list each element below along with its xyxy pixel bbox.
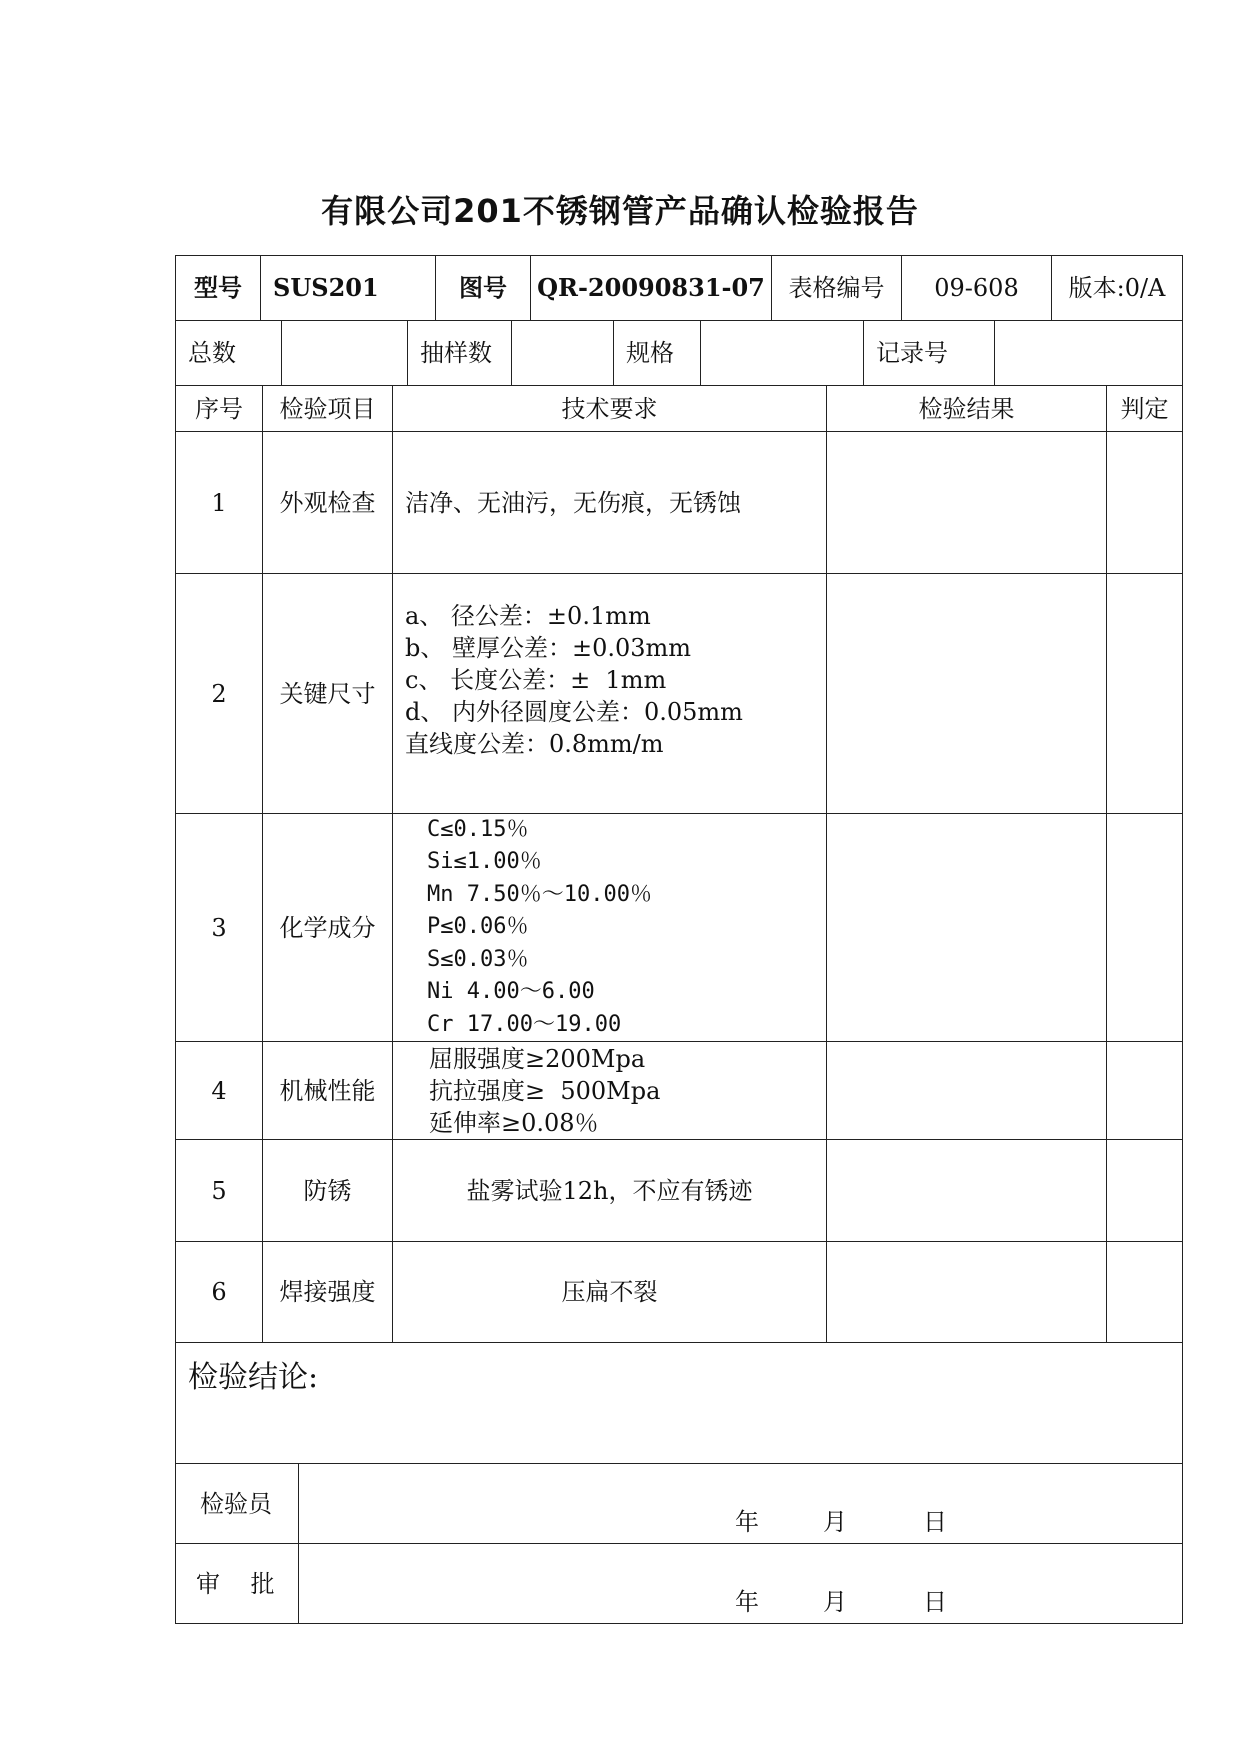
requirement-line: 抗拉强度≥ 500Mpa bbox=[429, 1076, 661, 1105]
row-5-judgement bbox=[1106, 1139, 1183, 1242]
requirement-line: a、 径公差：±0.1mm bbox=[405, 602, 651, 630]
requirement-line: 直线度公差：0.8mm/m bbox=[405, 730, 664, 758]
row-3-result bbox=[826, 813, 1107, 1042]
inspector-label: 检验员 bbox=[175, 1463, 299, 1544]
month-label: 月 bbox=[823, 1588, 847, 1616]
total-label: 总数 bbox=[175, 320, 282, 386]
row-3-judgement bbox=[1106, 813, 1183, 1042]
row-2-seq: 2 bbox=[175, 573, 263, 814]
requirement-line: 压扁不裂 bbox=[561, 1278, 658, 1306]
requirement-line: Ni 4.00～6.00 bbox=[427, 979, 595, 1005]
year-label: 年 bbox=[735, 1508, 759, 1536]
row-4-seq: 4 bbox=[175, 1041, 263, 1140]
row-6-result bbox=[826, 1241, 1107, 1343]
requirement-line: S≤0.03％ bbox=[427, 946, 529, 972]
row-6-requirement bbox=[392, 1241, 827, 1343]
row-4-requirement bbox=[392, 1041, 827, 1140]
drawing-value: QR-20090831-07 bbox=[530, 255, 772, 321]
document-title: 有限公司201不锈钢管产品确认检验报告 bbox=[321, 192, 919, 230]
row-4-judgement bbox=[1106, 1041, 1183, 1140]
model-value: SUS201 bbox=[260, 255, 436, 321]
row-3-item: 化学成分 bbox=[262, 813, 393, 1042]
day-label: 日 bbox=[923, 1588, 947, 1616]
conclusion-cell bbox=[175, 1342, 1183, 1464]
row-4-item: 机械性能 bbox=[262, 1041, 393, 1140]
row-2-judgement bbox=[1106, 573, 1183, 814]
approval-date bbox=[735, 1582, 947, 1617]
requirement-line: C≤0.15％ bbox=[427, 816, 529, 842]
sample-value bbox=[511, 320, 614, 386]
column-header-item: 检验项目 bbox=[262, 385, 393, 432]
record-value bbox=[994, 320, 1183, 386]
row-2-requirement bbox=[392, 573, 827, 814]
approval-label-text: 审 批 bbox=[196, 1569, 275, 1598]
requirement-line: c、 长度公差：± 1mm bbox=[405, 666, 667, 694]
requirement-line: d、 内外径圆度公差：0.05mm bbox=[405, 698, 743, 726]
requirement-line: 屈服强度≥200Mpa bbox=[429, 1044, 646, 1073]
record-label: 记录号 bbox=[863, 320, 995, 386]
row-5-seq: 5 bbox=[175, 1139, 263, 1242]
row-6-item: 焊接强度 bbox=[262, 1241, 393, 1343]
drawing-label: 图号 bbox=[435, 255, 531, 321]
form-no-value: 09-608 bbox=[901, 255, 1052, 321]
month-label: 月 bbox=[823, 1508, 847, 1536]
row-5-result bbox=[826, 1139, 1107, 1242]
sample-label: 抽样数 bbox=[407, 320, 512, 386]
approval-label bbox=[175, 1543, 299, 1624]
row-3-requirement bbox=[392, 813, 827, 1042]
version-cell: 版本:0/A bbox=[1051, 255, 1183, 321]
requirement-line: b、 壁厚公差：±0.03mm bbox=[405, 634, 692, 662]
spec-value bbox=[700, 320, 864, 386]
column-header-seq: 序号 bbox=[175, 385, 263, 432]
conclusion-label: 检验结论: bbox=[188, 1360, 319, 1395]
row-6-judgement bbox=[1106, 1241, 1183, 1343]
row-1-judgement bbox=[1106, 431, 1183, 574]
requirement-line: 洁净、无油污，无伤痕，无锈蚀 bbox=[405, 488, 741, 517]
year-label: 年 bbox=[735, 1588, 759, 1616]
row-3-seq: 3 bbox=[175, 813, 263, 1042]
requirement-line: 延伸率≥0.08％ bbox=[429, 1108, 599, 1137]
day-label: 日 bbox=[923, 1508, 947, 1536]
inspector-date bbox=[735, 1502, 947, 1537]
requirement-line: Mn 7.50％～10.00％ bbox=[427, 881, 652, 907]
row-1-result bbox=[826, 431, 1107, 574]
column-header-result: 检验结果 bbox=[826, 385, 1107, 432]
model-label: 型号 bbox=[175, 255, 261, 321]
row-2-item: 关键尺寸 bbox=[262, 573, 393, 814]
column-header-judgement: 判定 bbox=[1106, 385, 1183, 432]
requirement-line: Si≤1.00％ bbox=[427, 849, 542, 875]
row-1-requirement bbox=[392, 431, 827, 574]
total-value bbox=[281, 320, 408, 386]
row-2-result bbox=[826, 573, 1107, 814]
row-5-item: 防锈 bbox=[262, 1139, 393, 1242]
requirement-line: Cr 17.00～19.00 bbox=[427, 1011, 622, 1037]
form-no-label: 表格编号 bbox=[771, 255, 902, 321]
column-header-requirement: 技术要求 bbox=[392, 385, 827, 432]
row-5-requirement bbox=[392, 1139, 827, 1242]
row-1-item: 外观检查 bbox=[262, 431, 393, 574]
requirement-line: 盐雾试验12h，不应有锈迹 bbox=[466, 1176, 753, 1205]
row-6-seq: 6 bbox=[175, 1241, 263, 1343]
row-1-seq: 1 bbox=[175, 431, 263, 574]
spec-label: 规格 bbox=[613, 320, 701, 386]
row-4-result bbox=[826, 1041, 1107, 1140]
requirement-line: P≤0.06％ bbox=[427, 914, 529, 940]
